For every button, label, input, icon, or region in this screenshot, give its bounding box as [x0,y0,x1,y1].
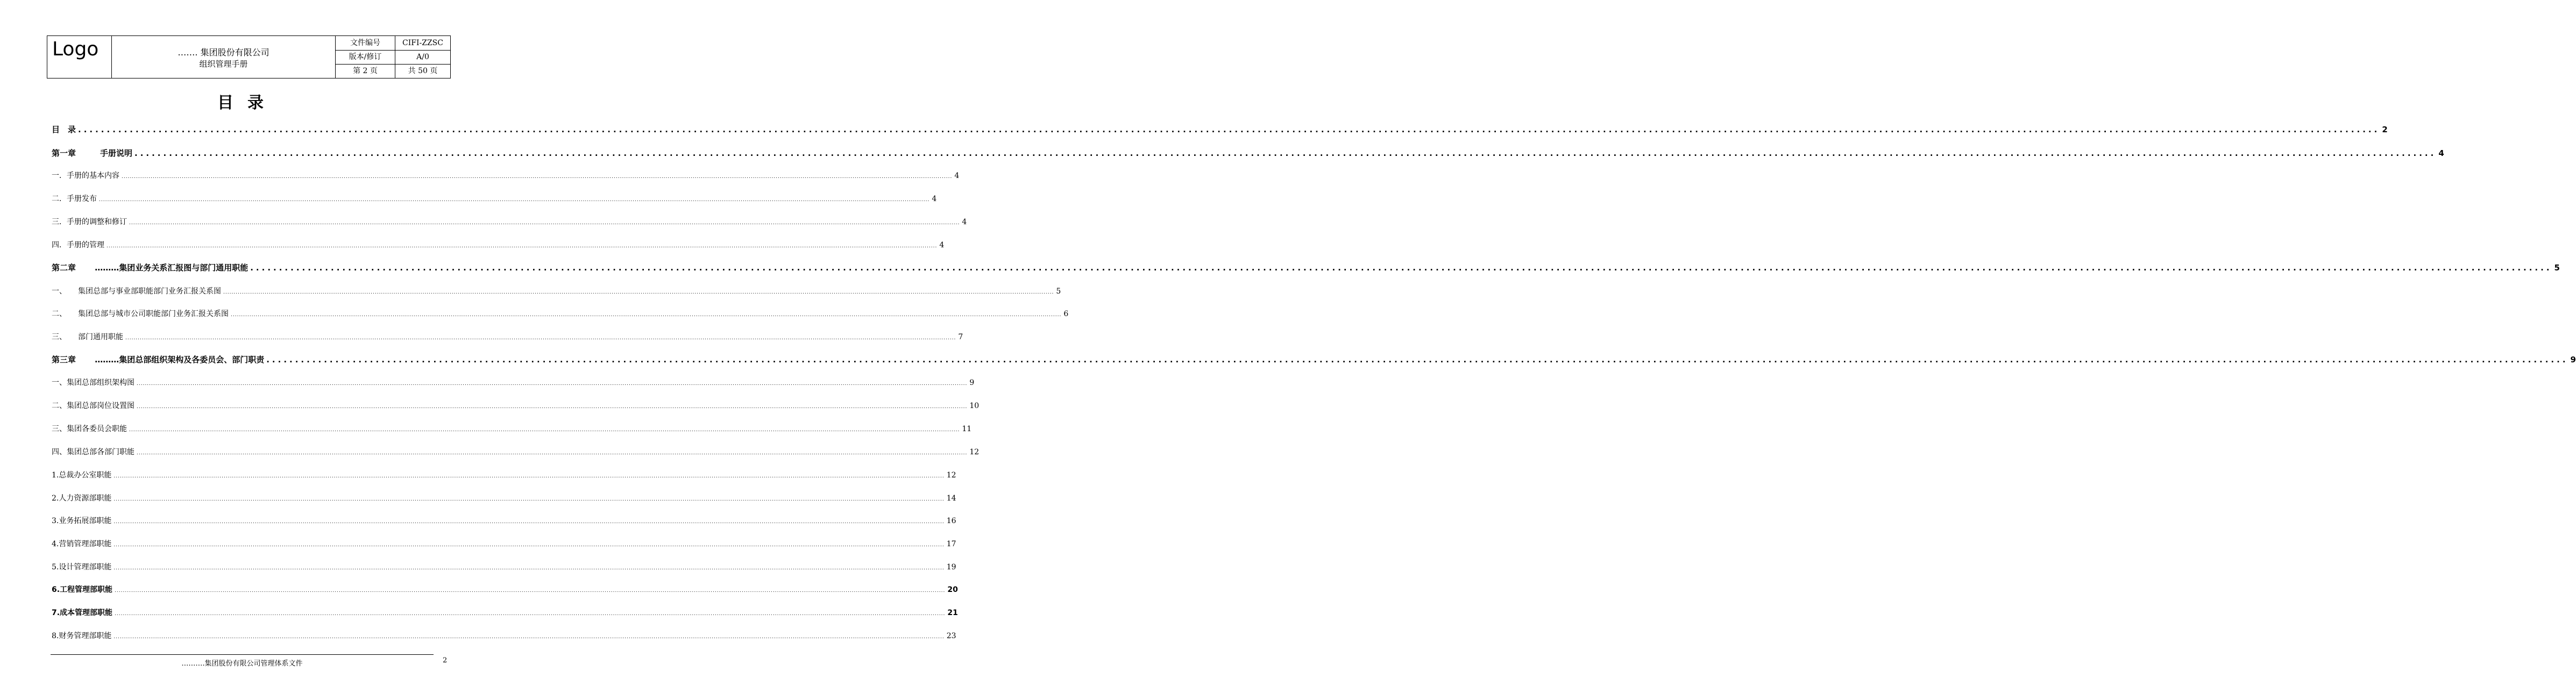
toc-entry-label: 6.工程管理部职能 [52,585,113,594]
toc-entry-label: 目 录 [52,125,76,134]
toc-leader-dots: ................................................................................................................................................................................................................................................................................................................................................................................................................ [115,588,946,594]
logo: Logo [52,38,99,60]
toc-entry-page: 4 [962,218,967,226]
toc-entry-page: 16 [946,517,956,525]
toc-entry-label: 第一章 手册说明 [52,148,133,158]
toc-entry[interactable] [52,446,980,459]
toc-entry-label: 三．手册的调整和修订 [52,218,127,226]
toc-entry[interactable] [52,170,960,183]
page-number: 2 [443,656,448,665]
meta-row-doc-number [336,36,450,51]
toc-entry-label: 第二章 ………集团业务关系汇报图与部门通用职能 [52,263,249,273]
toc-entry-page: 5 [2554,263,2560,273]
toc-leader-dots: ................................................................................................................................................................................................................................................................................................................................................................................................................ [99,197,930,203]
toc-leader-dots: ................................................................................................................................................................................................................................................................................................................................................................................................................ [266,355,2568,365]
meta-value: CIFI-ZZSC [402,39,443,47]
toc-entry[interactable] [52,239,945,252]
toc-leader-dots: ................................................................................................................................................................................................................................................................................................................................................................................................................ [137,451,968,456]
toc-entry-label: 三、 部门通用职能 [52,333,123,341]
toc-entry[interactable] [52,193,937,206]
toc-leader-dots: ................................................................................................................................................................................................................................................................................................................................................................................................................ [134,148,2437,158]
toc-entry[interactable] [52,584,958,597]
document-meta [336,36,450,78]
meta-row-version [336,50,450,65]
toc-entry[interactable] [52,124,2388,137]
manual-name: 组织管理手册 [199,59,248,69]
footer-divider [51,654,434,655]
toc-entry-label: 5.设计管理部职能 [52,563,112,572]
toc-leader-dots: ................................................................................................................................................................................................................................................................................................................................................................................................................ [113,542,945,548]
toc-entry-page: 19 [946,563,956,572]
toc-entry-page: 2 [2382,125,2388,134]
toc-entry-label: 4.营销管理部职能 [52,540,112,548]
toc-leader-dots: ................................................................................................................................................................................................................................................................................................................................................................................................................ [125,335,956,341]
toc-leader-dots: ................................................................................................................................................................................................................................................................................................................................................................................................................ [113,474,945,479]
toc-entry-page: 17 [946,540,956,548]
toc-entry-page: 4 [954,172,960,180]
toc-entry[interactable] [52,469,956,482]
toc-entry[interactable] [52,423,972,436]
toc-entry-label: 二、集团总部岗位设置图 [52,402,134,410]
toc-entry-page: 7 [958,333,963,341]
toc-leader-dots: ................................................................................................................................................................................................................................................................................................................................................................................................................ [115,611,946,617]
meta-label: 文件编号 [336,36,395,50]
toc-entry[interactable] [52,331,963,344]
toc-leader-dots: ................................................................................................................................................................................................................................................................................................................................................................................................................ [137,404,968,410]
toc-entry[interactable] [52,561,956,574]
toc-entry-page: 4 [939,241,945,249]
toc-entry-page: 9 [969,378,975,387]
toc-entry-page: 12 [969,448,980,456]
toc-entry-page: 4 [932,195,937,203]
toc-leader-dots: ................................................................................................................................................................................................................................................................................................................................................................................................................ [129,220,960,226]
toc-entry[interactable] [52,216,967,229]
toc-entry-label: 3.业务拓展部职能 [52,517,112,525]
toc-entry[interactable] [52,492,956,505]
toc-entry-page: 6 [1063,310,1069,318]
toc-entry[interactable] [52,607,958,620]
toc-leader-dots: ................................................................................................................................................................................................................................................................................................................................................................................................................ [113,497,945,502]
toc-entry[interactable] [52,354,2576,367]
toc-leader-dots: ................................................................................................................................................................................................................................................................................................................................................................................................................ [113,566,945,571]
header-title-cell [112,36,336,78]
toc-entry-page: 5 [1056,287,1061,296]
toc-entry[interactable] [52,630,956,643]
toc-entry-page: 11 [962,425,972,433]
toc-leader-dots: ................................................................................................................................................................................................................................................................................................................................................................................................................ [137,381,968,387]
toc-entry-label: 二．手册发布 [52,195,97,203]
toc-leader-dots: ................................................................................................................................................................................................................................................................................................................................................................................................................ [107,244,938,249]
toc-entry-label: 二、 集团总部与城市公司职能部门业务汇报关系图 [52,310,229,318]
toc-entry-page: 9 [2570,355,2576,365]
toc-entry-page: 20 [947,585,958,594]
meta-row-page [336,64,450,78]
toc-entry-label: 7.成本管理部职能 [52,609,113,617]
toc-leader-dots: ................................................................................................................................................................................................................................................................................................................................................................................................................ [231,312,1062,318]
toc-entry[interactable] [52,262,2560,275]
logo-cell [47,36,112,78]
toc-entry[interactable] [52,400,980,413]
meta-value: 共 50 页 [408,67,438,75]
toc-entry[interactable] [52,377,975,390]
toc-entry-label: 一、 集团总部与事业部职能部门业务汇报关系图 [52,287,221,296]
page-title: 目录 [217,94,278,112]
toc-entry-label: 一、集团总部组织架构图 [52,378,134,387]
toc-entry[interactable] [52,285,1061,298]
document-header [47,35,451,78]
toc-leader-dots: ................................................................................................................................................................................................................................................................................................................................................................................................................ [113,634,945,640]
toc-entry[interactable] [52,515,956,528]
toc-entry-page: 23 [946,632,956,640]
toc-leader-dots: ................................................................................................................................................................................................................................................................................................................................................................................................................ [250,263,2552,273]
footer-text: ……….集团股份有限公司管理体系文件 [181,660,303,668]
meta-label: 第 2 页 [336,64,395,78]
toc-entry-label: 三、集团各委员会职能 [52,425,127,433]
toc-leader-dots: ................................................................................................................................................................................................................................................................................................................................................................................................................ [129,427,960,433]
toc-entry[interactable] [52,538,956,551]
toc-entry-page: 4 [2438,148,2444,158]
toc-leader-dots: ................................................................................................................................................................................................................................................................................................................................................................................................................ [223,290,1054,295]
toc-leader-dots: ................................................................................................................................................................................................................................................................................................................................................................................................................ [113,519,945,525]
toc-leader-dots: ................................................................................................................................................................................................................................................................................................................................................................................................................ [78,125,2380,134]
toc-entry-label: 2.人力资源部职能 [52,494,112,503]
toc-entry-page: 10 [969,402,980,410]
toc-entry-label: 1.总裁办公室职能 [52,471,112,480]
toc-entry-label: 四．手册的管理 [52,241,104,249]
toc-entry-label: 第三章 ………集团总部组织架构及各委员会、部门职责 [52,355,265,365]
toc-entry-page: 12 [946,471,956,480]
toc-leader-dots: ................................................................................................................................................................................................................................................................................................................................................................................................................ [122,174,953,180]
toc-entry-page: 21 [947,609,958,617]
toc-entry-label: 一．手册的基本内容 [52,172,119,180]
toc-entry-page: 14 [946,494,956,503]
company-name: ……. 集团股份有限公司 [178,47,269,58]
toc-entry[interactable] [52,308,1069,321]
toc-entry[interactable] [52,147,2444,160]
meta-label: 版本/修订 [336,50,395,64]
toc-entry-label: 四、集团总部各部门职能 [52,448,134,456]
meta-value: A/0 [416,53,429,61]
toc-entry-label: 8.财务管理部职能 [52,632,112,640]
